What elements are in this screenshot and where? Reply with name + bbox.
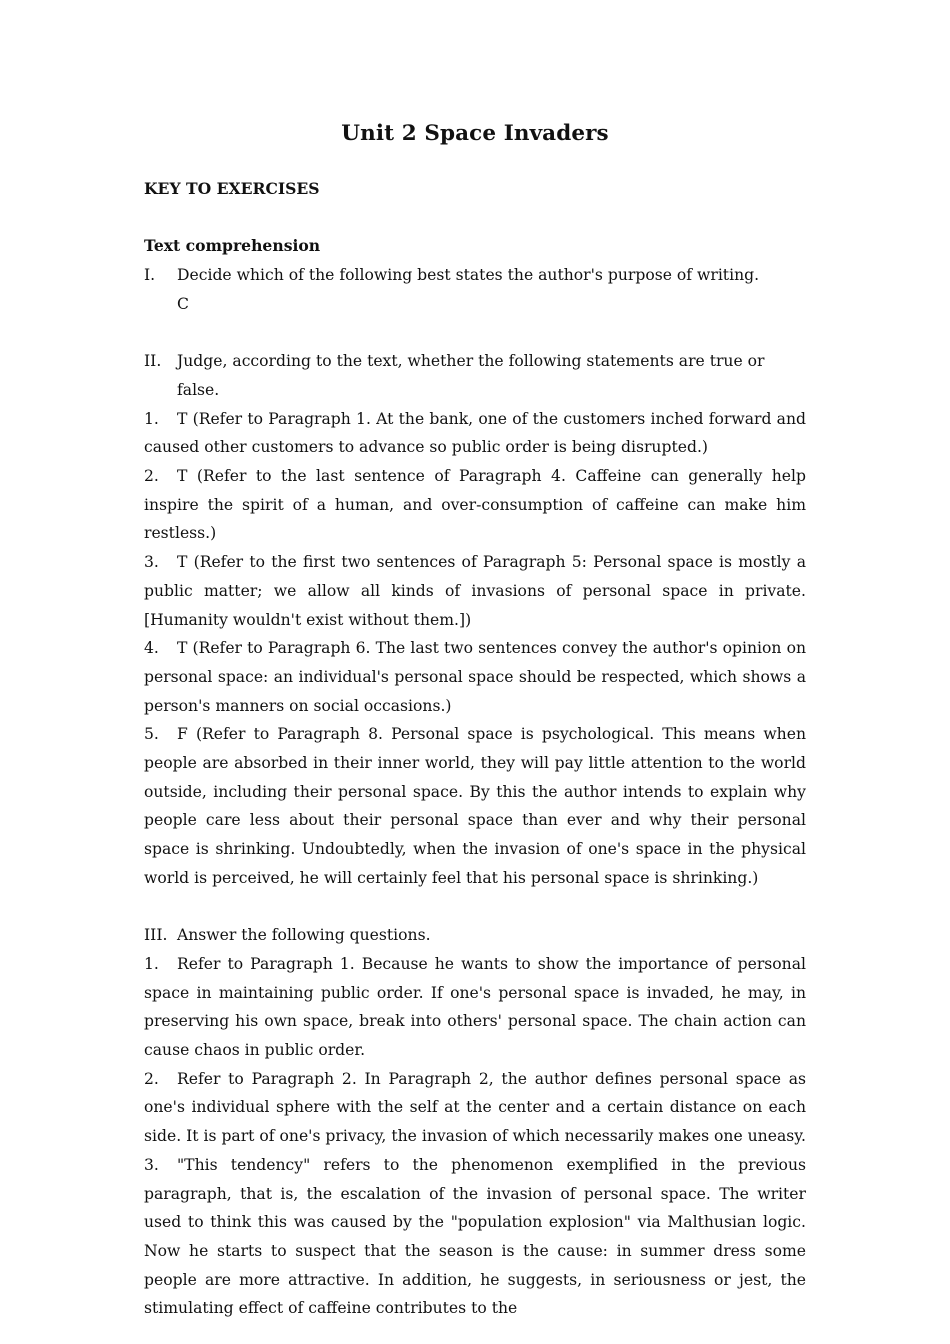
part3-numeral: III. [144, 926, 168, 945]
item-number: 2. [144, 1069, 159, 1088]
part2-prompt [144, 347, 806, 404]
item-text: F (Refer to Paragraph 8. Personal space is psychological. This means when people are absorbed in their inner world, they will pay little attention to the world outside, including their personal space. By this the author intends to explain why people care less about their personal space than ever and why their personal space is shrinking. Undoubtedly, when the invasion of one's space in the physical world is perceived, he will certainly feel that his personal space is shrinking.) [144, 725, 806, 887]
item-text: T (Refer to the first two sentences of Paragraph 5: Personal space is mostly a public matter; we allow all kinds of invasions of personal space in private. [Humanity wouldn't exist without them.]) [144, 553, 806, 629]
part3-item-2 [144, 1065, 806, 1151]
item-text: T (Refer to Paragraph 1. At the bank, one of the customers inched forward and caused other customers to advance so public order is being disrupted.) [144, 409, 806, 457]
spacer [144, 893, 806, 922]
item-number: 3. [144, 1155, 159, 1174]
item-number: 1. [144, 409, 159, 428]
key-heading: KEY TO EXERCISES [144, 179, 320, 198]
part3-prompt-text: Answer the following questions. [177, 926, 431, 945]
item-number: 4. [144, 639, 159, 658]
part2-item-5 [144, 720, 806, 892]
part1-prompt-text: Decide which of the following best states the author's purpose of writing. [177, 266, 760, 285]
document-page [144, 118, 806, 1323]
item-number: 1. [144, 954, 159, 973]
item-text: T (Refer to the last sentence of Paragraph 4. Caffeine can generally help inspire the spirit of a human, and over-consumption of caffeine can make him restless.) [144, 467, 806, 543]
spacer [144, 319, 806, 348]
part3-prompt [144, 921, 806, 950]
section-heading: Text comprehension [144, 236, 321, 256]
item-number: 3. [144, 553, 159, 572]
part2-item-1 [144, 405, 806, 462]
part1-numeral: I. [144, 266, 156, 285]
part1-prompt [144, 261, 806, 290]
part1-answer: C [177, 294, 189, 313]
part2-prompt-text: Judge, according to the text, whether the following statements are true or false. [177, 352, 765, 399]
document-title: Unit 2 Space Invaders [341, 121, 609, 146]
item-text: T (Refer to Paragraph 6. The last two sentences convey the author's opinion on personal space: an individual's personal space should be respected, which shows a person's manners on social occasions.) [144, 639, 806, 715]
item-number: 5. [144, 725, 159, 744]
item-text: "This tendency" refers to the phenomenon exemplified in the previous paragraph, that is, the escalation of the invasion of personal space. The writer used to think this was caused by the "population explosion" via Malthusian logic. Now he starts to suspect that the season is the cause: in summer dress some people are more attractive. In addition, he suggests, in seriousness or jest, the stimulating effect of caffeine contributes to the [144, 1155, 806, 1318]
part2-item-2 [144, 462, 806, 548]
part3-item-1 [144, 950, 806, 1065]
item-text: Refer to Paragraph 2. In Paragraph 2, the author defines personal space as one's individual sphere with the self at the center and a certain distance on each side. It is part of one's privacy, the invasion of which necessarily makes one uneasy. [144, 1069, 806, 1146]
part2-numeral: II. [144, 352, 162, 371]
part2-item-4 [144, 634, 806, 720]
item-text: Refer to Paragraph 1. Because he wants to show the importance of personal space in maintaining public order. If one's personal space is invaded, he may, in preserving his own space, break into others' personal space. The chain action can cause chaos in public order. [144, 954, 806, 1060]
item-number: 2. [144, 467, 159, 485]
part2-item-3 [144, 548, 806, 634]
part3-item-3 [144, 1151, 806, 1323]
